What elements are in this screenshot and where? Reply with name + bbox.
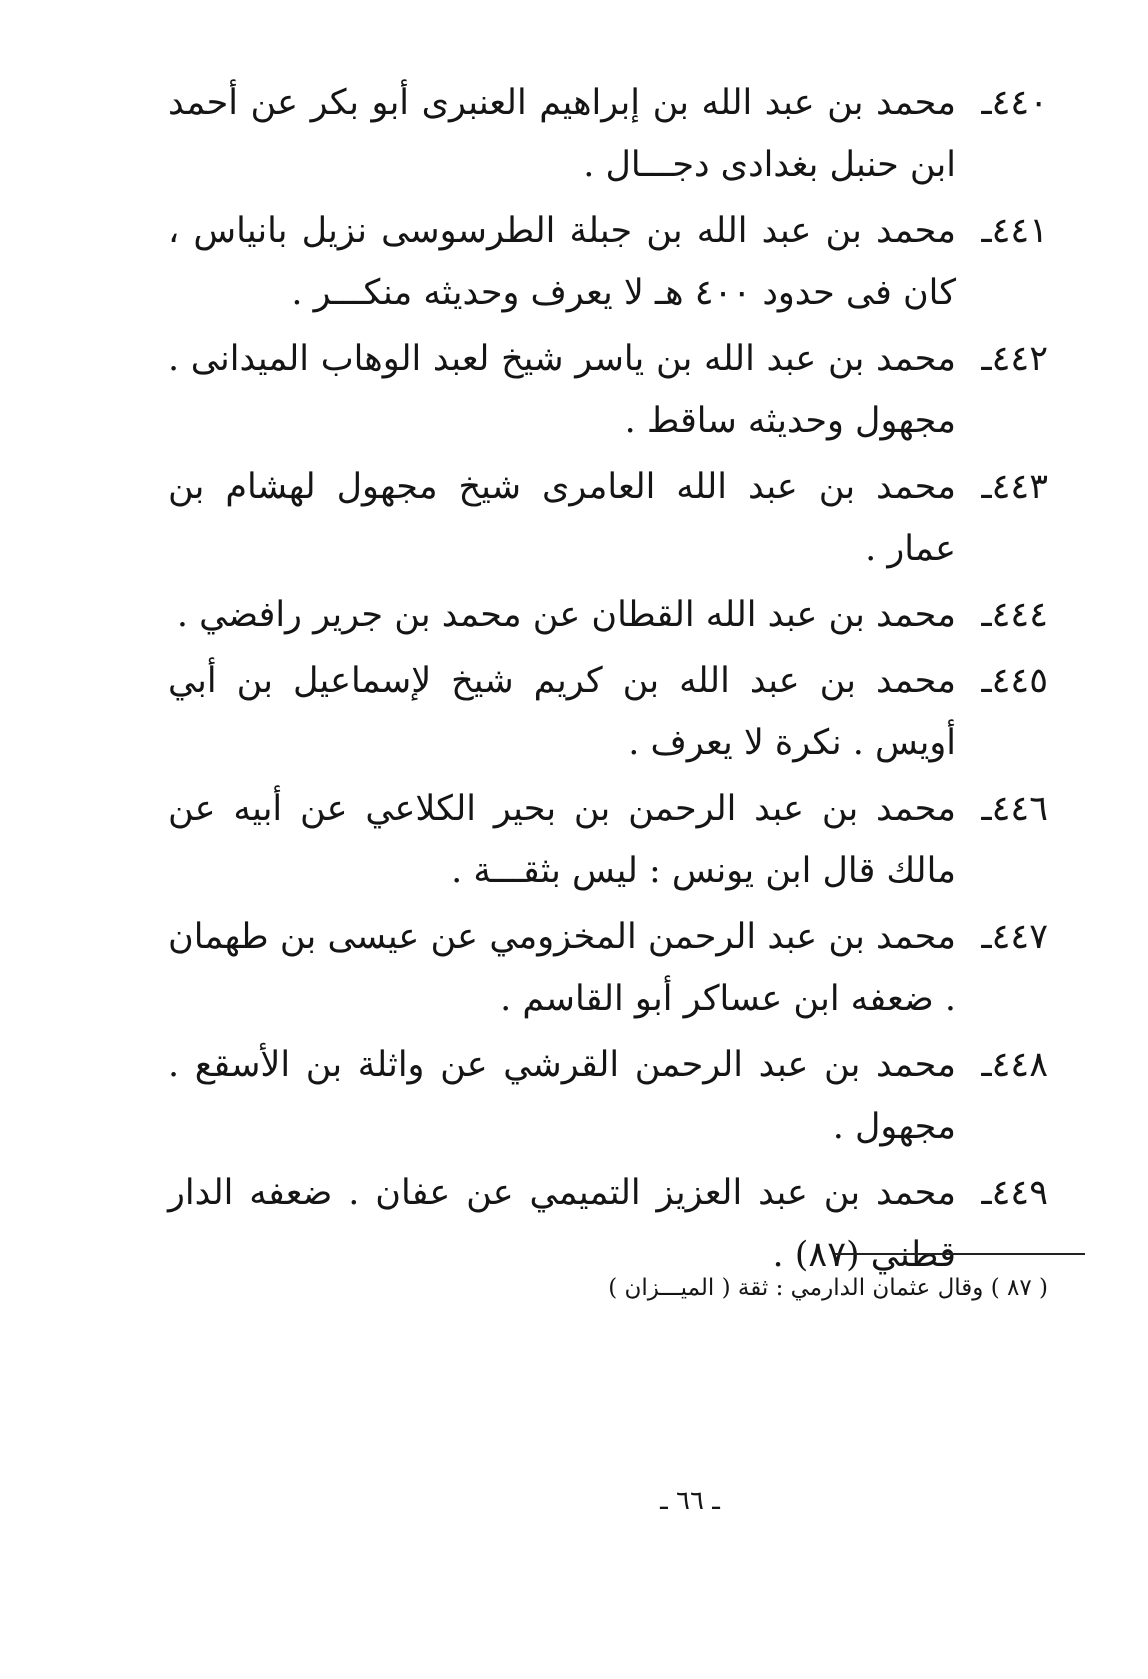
list-item <box>168 584 1048 646</box>
entry-number: ٤٤٠ـ <box>981 83 1048 123</box>
entry-text: محمد بن عبد الله بن إبراهيم العنبرى أبو بكر عن أحمد ابن حنبل بغدادى دجـــال . <box>168 83 956 185</box>
entry-number: ٤٤٩ـ <box>981 1173 1048 1213</box>
list-item <box>168 650 1048 774</box>
list-item <box>168 1034 1048 1158</box>
entry-text: محمد بن عبد الله القطان عن محمد بن جرير رافضي . <box>176 595 956 635</box>
entry-number: ٤٤٤ـ <box>981 595 1048 635</box>
entry-text: محمد بن عبد الرحمن المخزومي عن عيسى بن طهمان . ضعفه ابن عساكر أبو القاسم . <box>168 917 956 1019</box>
list-item <box>168 200 1048 324</box>
entry-number: ٤٤١ـ <box>981 211 1048 251</box>
list-item <box>168 906 1048 1030</box>
list-item <box>168 328 1048 452</box>
page-number: ـ ٦٦ ـ <box>660 1486 720 1516</box>
entry-number: ٤٤٦ـ <box>981 789 1048 829</box>
entry-text: محمد بن عبد العزيز التميمي عن عفان . ضعفه الدار قطني (٨٧) . <box>168 1173 956 1275</box>
entry-text: محمد بن عبد الله بن ياسر شيخ لعبد الوهاب الميدانى . مجهول وحديثه ساقط . <box>168 339 956 441</box>
footnote-divider <box>835 1253 1085 1255</box>
footnote: ( ٨٧ ) وقال عثمان الدارمي : ثقة ( الميـــزان ) <box>608 1275 1048 1301</box>
entry-number: ٤٤٥ـ <box>981 661 1048 701</box>
entry-text: محمد بن عبد الرحمن القرشي عن واثلة بن الأسقع . مجهول . <box>168 1045 956 1147</box>
list-item <box>168 778 1048 902</box>
entry-number: ٤٤٣ـ <box>981 467 1048 507</box>
entry-number: ٤٤٨ـ <box>981 1045 1048 1085</box>
list-item <box>168 456 1048 580</box>
entry-text: محمد بن عبد الله بن كريم شيخ لإسماعيل بن أبي أويس . نكرة لا يعرف . <box>168 661 956 763</box>
entry-list <box>168 72 1048 1290</box>
entry-text: محمد بن عبد الرحمن بن بحير الكلاعي عن أبيه عن مالك قال ابن يونس : ليس بثقـــة . <box>168 789 956 891</box>
entry-number: ٤٤٢ـ <box>981 339 1048 379</box>
entry-text: محمد بن عبد الله العامرى شيخ مجهول لهشام بن عمار . <box>168 467 956 569</box>
entry-text: محمد بن عبد الله بن جبلة الطرسوسى نزيل بانياس ، كان فى حدود ٤٠٠ هـ لا يعرف وحديثه منكـــر . <box>168 211 956 313</box>
entry-number: ٤٤٧ـ <box>981 917 1048 957</box>
list-item <box>168 72 1048 196</box>
